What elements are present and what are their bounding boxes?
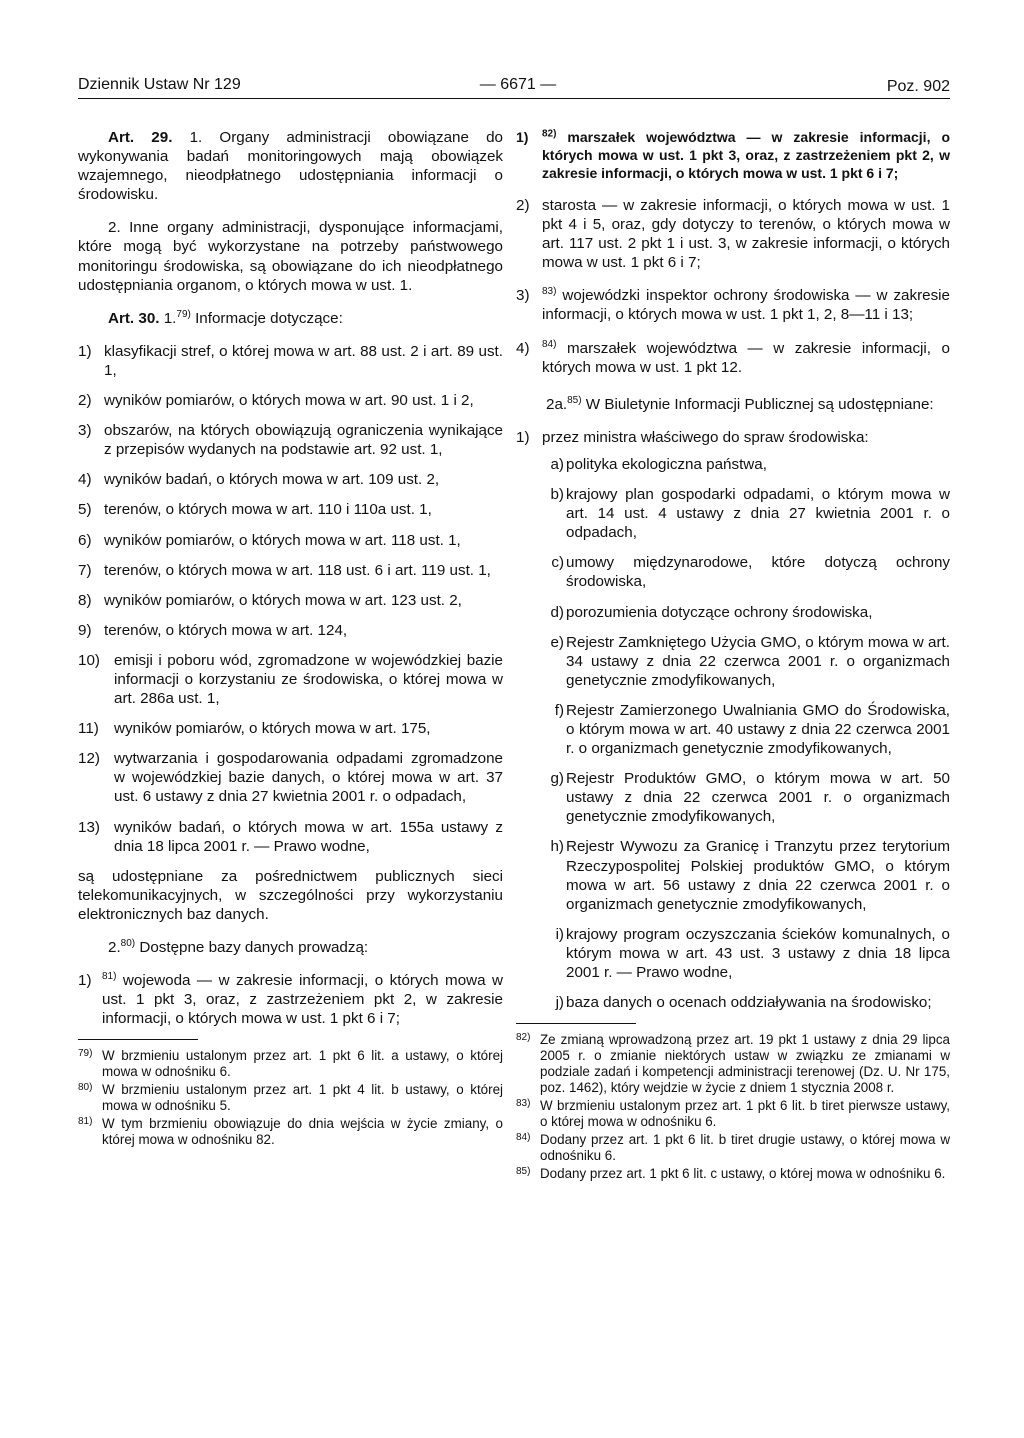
item-number: 8) [78, 591, 92, 609]
p2-text: Dostępne bazy danych prowadzą: [135, 939, 369, 956]
item-number: 12) [78, 750, 100, 768]
list-item [78, 719, 503, 738]
sub-item-text: Rejestr Zamierzonego Uwalniania GMO do Środowiska, o którym mowa w art. 40 ustawy z dnia 22 czerwca 2001 r. o organizmach genetycznie zmodyfikowanych, [566, 701, 950, 758]
item-text: wyników pomiarów, o których mowa w art. 175, [114, 720, 431, 738]
item-text: wyników pomiarów, o których mowa w art. 90 ust. 1 i 2, [104, 392, 474, 410]
footnote-text: Ze zmianą wprowadzoną przez art. 19 pkt 1 ustawy z dnia 29 lipca 2005 r. o zmianie niektórych ustaw w związku ze zmianami w podziale zadań i kompetencji administracji terenowej (Dz. U. Nr 175, poz. 1462), który wejdzie w życie z dniem 1 stycznia 2008 r. [540, 1032, 950, 1096]
minister-text: przez ministra właściwego do spraw środowiska: [542, 428, 869, 446]
list-item [78, 651, 503, 708]
footnote-text: W tym brzmieniu obowiązuje do dnia wejścia w życie zmiany, o której mowa w odnośniku 82. [102, 1116, 503, 1148]
footnote [516, 1032, 950, 1096]
minister-sub-list [516, 455, 950, 1012]
sub-list-item [516, 837, 950, 913]
item-text [542, 287, 950, 323]
sub-item-text: porozumienia dotyczące ochrony środowiska, [566, 603, 873, 621]
r3-text: wojewódzki inspektor ochrony środowiska — w zakresie informacji, o których mowa w ust. 1 pkt 1, 2, 8—11 i 13; [542, 287, 950, 324]
sub-item-letter: a) [550, 455, 564, 473]
sub-item-letter: i) [555, 925, 564, 943]
sub-item-text: krajowy program oczyszczania ścieków komunalnych, o którym mowa w art. 43 ust. 3 ustawy z dnia 18 lipca 2001 r. — Prawo wodne, [566, 925, 950, 981]
sub-list-item [516, 925, 950, 982]
footnote-ref-79: 79) [176, 308, 191, 320]
left-footnotes [78, 1048, 503, 1148]
footnote-ref-80: 80) [120, 937, 136, 949]
item-number: 4) [78, 471, 92, 489]
item-number: 9) [78, 621, 92, 639]
item-number: 1) [78, 972, 92, 990]
sub-item-text: baza danych o ocenach oddziaływania na środowisko; [566, 994, 932, 1012]
art29-paragraph-1 [78, 128, 503, 204]
footnote-ref-85: 85) [567, 394, 582, 406]
item-number: 13) [78, 818, 100, 836]
footnote-number: 79) [78, 1048, 93, 1060]
list-item [78, 421, 503, 459]
position-number: Poz. 902 [886, 78, 950, 95]
r2-text: starosta — w zakresie informacji, o których mowa w ust. 1 pkt 4 i 5, oraz, gdy dotyczy to terenów, o których mowa w art. 117 ust. 2 pkt 1 i ust. 3, w zakresie informacji, o których mowa w ust. 1 pkt 6 i 7; [542, 197, 950, 272]
item-text: terenów, o których mowa w art. 118 ust. 6 i art. 119 ust. 1, [104, 561, 491, 579]
item-number: 6) [78, 531, 92, 549]
footnote [78, 1048, 503, 1080]
footnote-text: Dodany przez art. 1 pkt 6 lit. b tiret drugie ustawy, o której mowa w odnośniku 6. [540, 1132, 950, 1164]
list-item-inspektor [516, 286, 950, 324]
sub-item-letter: f) [554, 701, 564, 719]
footnote-divider [516, 1023, 636, 1024]
sub-item-letter: g) [550, 770, 564, 788]
footnote-number: 84) [516, 1132, 531, 1144]
art30-paragraph-2 [78, 938, 503, 957]
item-number: 1) [78, 342, 92, 360]
list-item-minister [516, 428, 950, 447]
r4-text: marszałek województwa — w zakresie informacji, o których mowa w ust. 1 pkt 12. [542, 339, 950, 376]
wojewoda-text: wojewoda — w zakresie informacji, o których mowa w ust. 1 pkt 3, oraz, z zastrzeżeniem pkt 2, w zakresie informacji, o których mowa w ust. 1 pkt 6 i 7; [102, 972, 503, 1028]
item-number: 2) [78, 392, 92, 410]
footnote-text: W brzmieniu ustalonym przez art. 1 pkt 6 lit. a ustawy, o której mowa w odnośniku 6. [102, 1048, 503, 1080]
footnote [78, 1116, 503, 1148]
footnote-number: 80) [78, 1082, 93, 1094]
sub-list-item [516, 633, 950, 690]
left-column [78, 128, 503, 1150]
art29-p1-text: 1. Organy administracji obowiązane do wykonywania badań monitoringowych mają obowiązek wzajemnego, nieodpłatnego udostępniania informacji o środowisku. [78, 129, 503, 204]
list-item [78, 818, 503, 856]
sub-list-item [516, 455, 950, 474]
art29-paragraph-2: 2. Inne organy administracji, dysponujące informacjami, które mogą być wykorzystane na potrzeby państwowego monitoringu środowiska, są obowiązane do ich nieodpłatnego udostępniania organom, o których mowa w ust. 1. [78, 219, 503, 294]
r1-text: marszałek województwa — w zakresie informacji, o których mowa w ust. 1 pkt 3, oraz, z zastrzeżeniem pkt 2, w zakresie informacji, o których mowa w ust. 1 pkt 6 i 7; [542, 129, 950, 181]
list-item [78, 531, 503, 550]
p2a-text: W Biuletynie Informacji Publicznej są udostępniane: [581, 395, 934, 413]
sub-item-text: krajowy plan gospodarki odpadami, o którym mowa w art. 14 ust. 4 ustawy z dnia 27 kwietnia 2001 r. o odpadach, [566, 486, 950, 542]
item-text [102, 972, 503, 1027]
item-text: obszarów, na których obowiązują ograniczenia wynikające z przepisów wydanych na podstawie art. 92 ust. 1, [104, 422, 503, 459]
sub-item-text: Rejestr Zamkniętego Użycia GMO, o którym mowa w art. 34 ustawy z dnia 22 czerwca 2001 r. o organizmach genetycznie zmodyfikowanych, [566, 633, 950, 689]
art30-item-list [78, 342, 503, 856]
sub-list-item [516, 603, 950, 622]
item-text: klasyfikacji stref, o której mowa w art. 88 ust. 2 i art. 89 ust. 1, [104, 342, 503, 379]
list-item [78, 749, 503, 806]
footnote [516, 1166, 950, 1182]
footnote-text: Dodany przez art. 1 pkt 6 lit. c ustawy, o której mowa w odnośniku 6. [540, 1166, 946, 1182]
sub-item-letter: d) [550, 603, 564, 621]
footnote-ref-84: 84) [542, 338, 557, 350]
footnote [78, 1082, 503, 1114]
item-text: wyników badań, o których mowa w art. 155a ustawy z dnia 18 lipca 2001 r. — Prawo wodne, [114, 818, 503, 855]
item-text [542, 129, 950, 181]
art30-text: Informacje dotyczące: [190, 309, 343, 327]
sub-item-text: Rejestr Produktów GMO, o którym mowa w art. 50 ustawy z dnia 22 czerwca 2001 r. o organizmach genetycznie zmodyfikowanych, [566, 770, 950, 826]
list-item [78, 500, 503, 519]
footnote-number: 85) [516, 1166, 531, 1178]
sub-list-item [516, 993, 950, 1012]
footnote-ref-82: 82) [542, 128, 557, 140]
paragraph-2a [516, 395, 950, 414]
item-number: 1) [516, 428, 530, 446]
list-item [78, 621, 503, 640]
page-number: — 6671 — [479, 76, 557, 93]
sub-item-text: Rejestr Wywozu za Granicę i Tranzytu przez terytorium Rzeczypospolitej Polskiej produktów GMO, o którym mowa w art. 56 ustawy z dnia 22 czerwca 2001 r. o organizmach genetycznie zmodyfikowanych, [566, 838, 950, 913]
list-item [78, 391, 503, 410]
sub-list-item [516, 701, 950, 758]
footnote-ref-83: 83) [542, 286, 557, 298]
page-header [78, 72, 950, 99]
sub-item-letter: c) [551, 554, 564, 572]
item-text: wyników badań, o których mowa w art. 109 ust. 2, [104, 471, 440, 489]
item-number: 11) [78, 720, 99, 738]
list-item [78, 591, 503, 610]
footnote [516, 1098, 950, 1130]
sub-list-item [516, 485, 950, 542]
list-item-wojewoda [78, 971, 503, 1028]
footnote-ref-81: 81) [102, 971, 117, 983]
item-number: 2) [516, 197, 530, 214]
footnote-number: 83) [516, 1098, 531, 1110]
sub-item-letter: h) [550, 838, 564, 856]
item-number: 3) [78, 422, 92, 440]
sub-item-letter: e) [550, 633, 564, 651]
item-text: terenów, o których mowa w art. 124, [104, 621, 348, 639]
list-item [78, 342, 503, 380]
item-number: 7) [78, 561, 92, 579]
item-number: 1) [516, 129, 529, 145]
item-text: emisji i poboru wód, zgromadzone w wojewódzkiej bazie informacji o korzystaniu ze środowiska, o której mowa w art. 286a ust. 1, [114, 651, 503, 708]
p2a-num: 2a. [546, 395, 568, 413]
sub-item-text: polityka ekologiczna państwa, [566, 455, 767, 473]
journal-title: Dziennik Ustaw Nr 129 [78, 76, 241, 93]
right-column [516, 128, 950, 1184]
item-number: 4) [516, 339, 530, 357]
sub-item-letter: j) [555, 994, 564, 1012]
footnote-divider [78, 1039, 198, 1040]
item-text: wyników pomiarów, o których mowa w art. 123 ust. 2, [104, 591, 462, 609]
item-text: wytwarzania i gospodarowania odpadami zgromadzone w wojewódzkiej bazie danych, o której mowa w art. 37 ust. 6 ustawy z dnia 27 kwietnia 2001 r. o odpadach, [114, 750, 503, 806]
footnote-text: W brzmieniu ustalonym przez art. 1 pkt 6 lit. b tiret pierwsze ustawy, o której mowa w odnośniku 6. [540, 1098, 950, 1130]
list-item [78, 561, 503, 580]
sub-item-text: umowy międzynarodowe, które dotyczą ochrony środowiska, [566, 554, 950, 591]
item-text [542, 340, 950, 376]
right-footnotes [516, 1032, 950, 1182]
item-number: 10) [78, 651, 100, 669]
item-text: wyników pomiarów, o których mowa w art. 118 ust. 1, [104, 531, 461, 549]
footnote-text: W brzmieniu ustalonym przez art. 1 pkt 4 lit. b ustawy, o której mowa w odnośniku 5. [102, 1082, 503, 1114]
p2-num: 2. [108, 939, 121, 956]
footnote-number: 81) [78, 1116, 93, 1128]
art30-num: 1. [159, 309, 177, 327]
art30-intro [78, 309, 503, 328]
item-number: 3) [516, 287, 530, 305]
list-item-marszalek-2 [516, 339, 950, 377]
footnote-number: 82) [516, 1032, 531, 1044]
sub-item-letter: b) [550, 486, 564, 504]
list-item-starosta [516, 196, 950, 272]
art29-label: Art. 29. [108, 129, 173, 146]
item-number: 5) [78, 501, 92, 519]
art30-label: Art. 30. [108, 309, 160, 327]
sub-list-item [516, 769, 950, 826]
footnote [516, 1132, 950, 1164]
item-text: terenów, o których mowa w art. 110 i 110a ust. 1, [104, 501, 432, 519]
list-item-marszalek [516, 128, 950, 182]
art30-tail-paragraph: są udostępniane za pośrednictwem publicznych sieci telekomunikacyjnych, w szczególności przy wykorzystaniu elektronicznych baz danych. [78, 867, 503, 923]
sub-list-item [516, 553, 950, 591]
list-item [78, 470, 503, 489]
